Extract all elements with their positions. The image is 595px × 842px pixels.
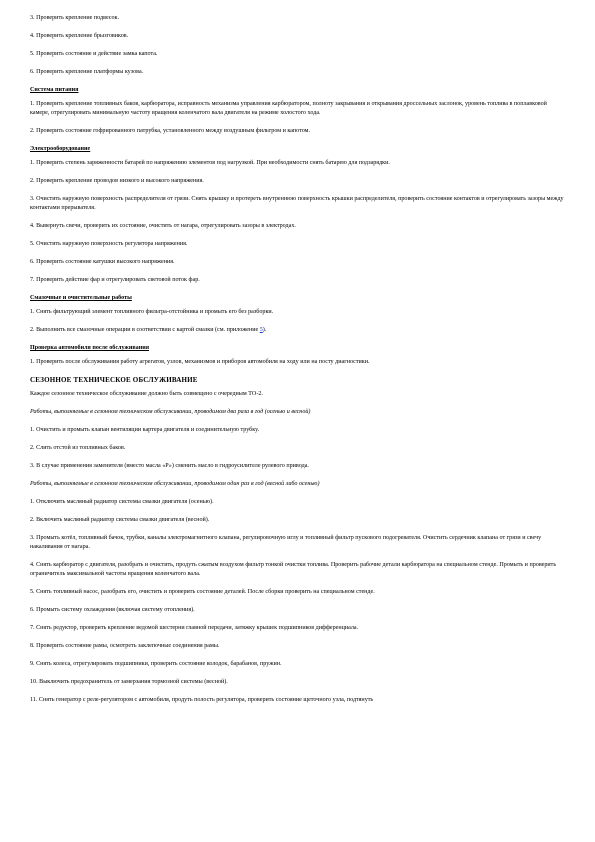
list-item: 3. В случае применения заменителя (вместо масла «Р») сменить масло в гидроусилителе рулевого привода. (30, 463, 309, 469)
italic-subheading: Работы, выполняемые в сезонном техническом обслуживании, проводимом два раза в год (осенью и весной) (30, 409, 311, 415)
list-item: 6. Промыть систему охлаждения (включая систему отопления). (30, 607, 195, 613)
list-item: 2. Включить масляный радиатор системы смазки двигателя (весной). (30, 517, 210, 523)
list-item: 1. Очистить и промыть клапан вентиляции картера двигателя и соединительную трубку. (30, 427, 260, 433)
document-page (30, 14, 565, 714)
section-heading: Смазочные и очистительные работы (30, 295, 132, 301)
list-item: 6. Проверить крепление платформы кузова. (30, 69, 144, 75)
list-item: 3. Промыть котёл, топливный бачок, трубки, каналы электромагнитного клапана, регулировочную иглу и топливный фильтр пускового подогревателя. Очистить сердечник клапана от грязи и свечу накаливания от нагара. (30, 535, 542, 550)
list-item: Каждое сезонное техническое обслуживание должно быть совмещено с очередным ТО-2. (30, 391, 263, 397)
list-item: 2. Проверить крепление проводов низкого и высокого напряжения. (30, 178, 204, 184)
list-item: 2. Проверить состояние гофрированного патрубка, установленного между воздушным фильтром и капотом. (30, 128, 311, 134)
document-body (30, 14, 565, 705)
section-heading: Электрооборудование (30, 146, 91, 152)
appendix-link[interactable]: 5 (259, 327, 263, 333)
list-item: 5. Снять топливный насос, разобрать его, очистить и проверить состояние деталей. После сборки проверить на специальном стенде. (30, 589, 375, 595)
list-item: 1. Проверить крепление топливных баков, карбюратора, исправность механизма управления карбюратором, полноту закрывания и открывания дроссельных заслонок, уровень топлива в поплавковой камере, отрегулировать минимальную частоту вращения коленчатого вала двигателя на режиме холостого хода. (30, 101, 547, 116)
list-item: 10. Выключить предохранитель от замерзания тормозной системы (весной). (30, 679, 228, 685)
list-item-text-tail: ). (262, 327, 267, 333)
list-item: 5. Проверить состояние и действие замка капота. (30, 51, 158, 57)
list-item: 8. Проверить состояние рамы, осмотреть заклепочные соединения рамы. (30, 643, 220, 649)
list-item: 4. Вывернуть свечи, проверить их состояние, очистить от нагара, отрегулировать зазоры в электродах. (30, 223, 296, 229)
list-item: 1. Снять фильтрующий элемент топливного фильтра-отстойника и промыть его без разборки. (30, 309, 274, 315)
list-item: 3. Очистить наружную поверхность распределителя от грязи. Снять крышку и протереть внутреннюю поверхность крышки распределителя, проверить состояние контактов и отрегулировать зазоры между контактами прерывателя. (30, 196, 564, 211)
list-item: 7. Снять редуктор, проверить крепление ведомой шестерни главной передачи, затяжку крышек подшипников дифференциала. (30, 625, 359, 631)
list-item (30, 326, 565, 335)
list-item: 4. Снять карбюратор с двигателя, разобрать и очистить, продуть сжатым воздухом фильтр тонкой очистки топлива. Проверить рабочие детали карбюратора на специальном стенде. Промыть и проверить ограничитель максимальной частоты вращения коленчатого вала. (30, 562, 557, 577)
list-item: 1. Проверить степень заряженности батарей по напряжению элементов под нагрузкой. При необходимости снять батарею для подзарядки. (30, 160, 390, 166)
chapter-heading: СЕЗОННОЕ ТЕХНИЧЕСКОЕ ОБСЛУЖИВАНИЕ (30, 376, 198, 384)
section-heading: Система питания (30, 87, 79, 93)
list-item-text: 2. Выполнить все смазочные операции в соответствии с картой смазки (см. приложение (30, 327, 260, 333)
list-item: 3. Проверить крепление подвесок. (30, 15, 120, 21)
list-item: 1. Отключить масляный радиатор системы смазки двигателя (осенью). (30, 499, 214, 505)
list-item: 11. Снять генератор с реле-регулятором с автомобиля, продуть полость регулятора, проверить состояние щеточного узла, подтянуть (30, 697, 374, 703)
list-item: 6. Проверить состояние катушки высокого напряжения. (30, 259, 175, 265)
list-item: 2. Слить отстой из топливных баков. (30, 445, 126, 451)
section-heading: Проверка автомобиля после обслуживания (30, 345, 150, 351)
list-item: 4. Проверить крепление брызговиков. (30, 33, 129, 39)
list-item: 5. Очистить наружную поверхность регулятора напряжения. (30, 241, 188, 247)
italic-subheading: Работы, выполняемые в сезонном техническом обслуживании, проводимом один раз в год (весной либо осенью) (30, 481, 320, 487)
list-item: 1. Проверить после обслуживания работу агрегатов, узлов, механизмов и приборов автомобиля на ходу или на посту диагностики. (30, 359, 370, 365)
list-item: 9. Снять колеса, отрегулировать подшипники, проверить состояние колодок, барабанов, пружин. (30, 661, 282, 667)
list-item: 7. Проверить действие фар и отрегулировать световой поток фар. (30, 277, 200, 283)
